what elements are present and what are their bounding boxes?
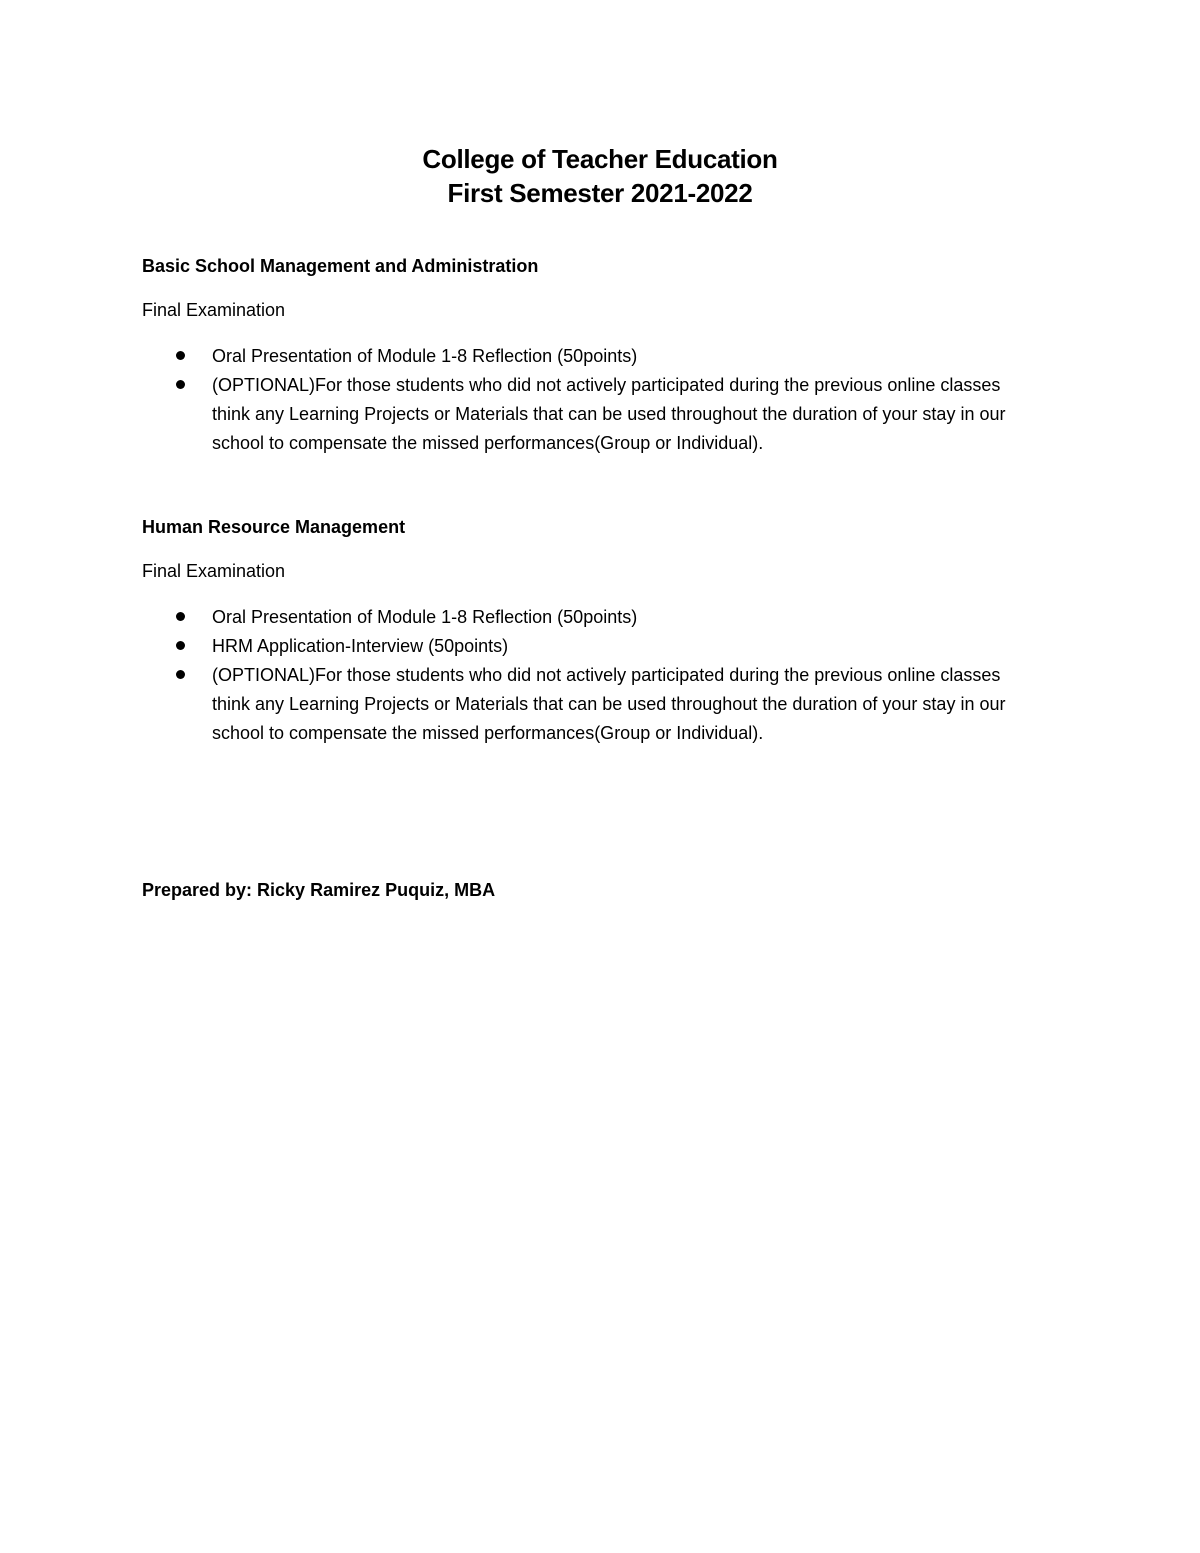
prepared-by: Prepared by: Ricky Ramirez Puquiz, MBA [142, 880, 496, 900]
list-item [142, 342, 1032, 371]
section-human-resource-management [142, 515, 1042, 748]
bullet-list [142, 603, 1042, 748]
bullet-list [142, 342, 1042, 458]
list-item [142, 371, 1032, 458]
list-item-text: HRM Application-Interview (50points) [212, 636, 509, 656]
list-item-text: (OPTIONAL)For those students who did not actively participated during the previous online classes think any Learning Projects or Materials that can be used throughout the duration of your stay in our school to compensate the missed performances(Group or Individual). [212, 375, 1006, 453]
list-item-text: Oral Presentation of Module 1-8 Reflection (50points) [212, 607, 638, 627]
section-basic-school-management [142, 254, 1042, 458]
list-item [142, 632, 1032, 661]
section-title: Human Resource Management [142, 517, 406, 537]
section-title: Basic School Management and Administration [142, 256, 539, 276]
section-subtitle: Final Examination [142, 300, 286, 320]
bullet-icon [176, 351, 185, 360]
list-item [142, 661, 1032, 748]
semester-title: First Semester 2021-2022 [447, 178, 753, 208]
bullet-icon [176, 612, 185, 621]
list-item [142, 603, 1032, 632]
list-item-text: Oral Presentation of Module 1-8 Reflection (50points) [212, 346, 638, 366]
document-header [0, 142, 1200, 210]
college-title: College of Teacher Education [422, 144, 778, 174]
bullet-icon [176, 641, 185, 650]
list-item-text: (OPTIONAL)For those students who did not actively participated during the previous online classes think any Learning Projects or Materials that can be used throughout the duration of your stay in our school to compensate the missed performances(Group or Individual). [212, 665, 1006, 743]
bullet-icon [176, 380, 185, 389]
section-subtitle: Final Examination [142, 561, 286, 581]
bullet-icon [176, 670, 185, 679]
